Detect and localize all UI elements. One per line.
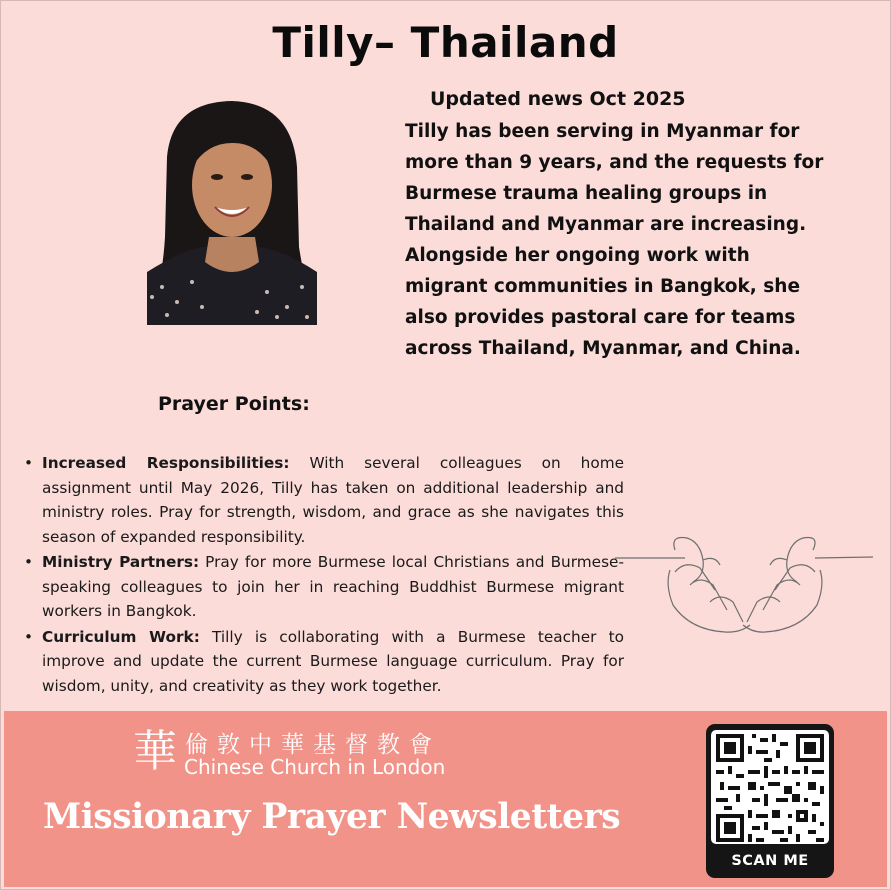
church-name-chinese: 倫敦中華基督教會 (185, 732, 441, 758)
bullet-icon: • (24, 553, 34, 571)
prayer-point-label: Ministry Partners: (42, 553, 200, 571)
page-title: Tilly– Thailand (272, 18, 619, 67)
scan-me-label: SCAN ME (731, 853, 809, 869)
prayer-point (22, 550, 624, 624)
bullet-icon: • (24, 627, 34, 646)
prayer-points-list (22, 451, 624, 699)
church-name-english: Chinese Church in London (184, 755, 446, 779)
newsletter-title: Missionary Prayer Newsletters (43, 797, 621, 837)
prayer-point-text: Pray for more Burmese local Christians and Burmese-speaking colleagues to join her in reaching Buddhist Burmese migrant workers in Bangkok. (42, 553, 624, 620)
church-logo-char: 華 (133, 726, 177, 776)
prayer-point (22, 451, 624, 549)
news-date: Updated news Oct 2025 (430, 88, 686, 110)
qr-code[interactable] (716, 734, 824, 842)
prayer-point-label: Curriculum Work: (42, 627, 200, 646)
prayer-point-text: With several colleagues on home assignment until May 2026, Tilly has taken on additional leadership and ministry roles. Pray for strength, wisdom, and grace as she navigates this season of expanded responsibility. (42, 454, 625, 546)
prayer-point-label: Increased Responsibilities: (42, 454, 290, 472)
praying-hands-illustration (615, 530, 873, 640)
prayer-points-heading: Prayer Points: (158, 393, 310, 415)
prayer-point (22, 625, 624, 699)
bullet-icon: • (24, 454, 34, 472)
portrait-photo (147, 97, 317, 325)
prayer-point-text: Tilly is collaborating with a Burmese teacher to improve and update the current Burmese language curriculum. Pray for wisdom, unity, and creativity as they work together. (42, 627, 624, 695)
church-logo (133, 722, 177, 776)
intro-paragraph: Tilly has been serving in Myanmar for more than 9 years, and the requests for Burmese trauma healing groups in Thailand and Myanmar are increasing. Alongside her ongoing work with migrant communities in Bangkok, she also provides pastoral care for teams across Thailand, Myanmar, and China. (405, 121, 824, 359)
